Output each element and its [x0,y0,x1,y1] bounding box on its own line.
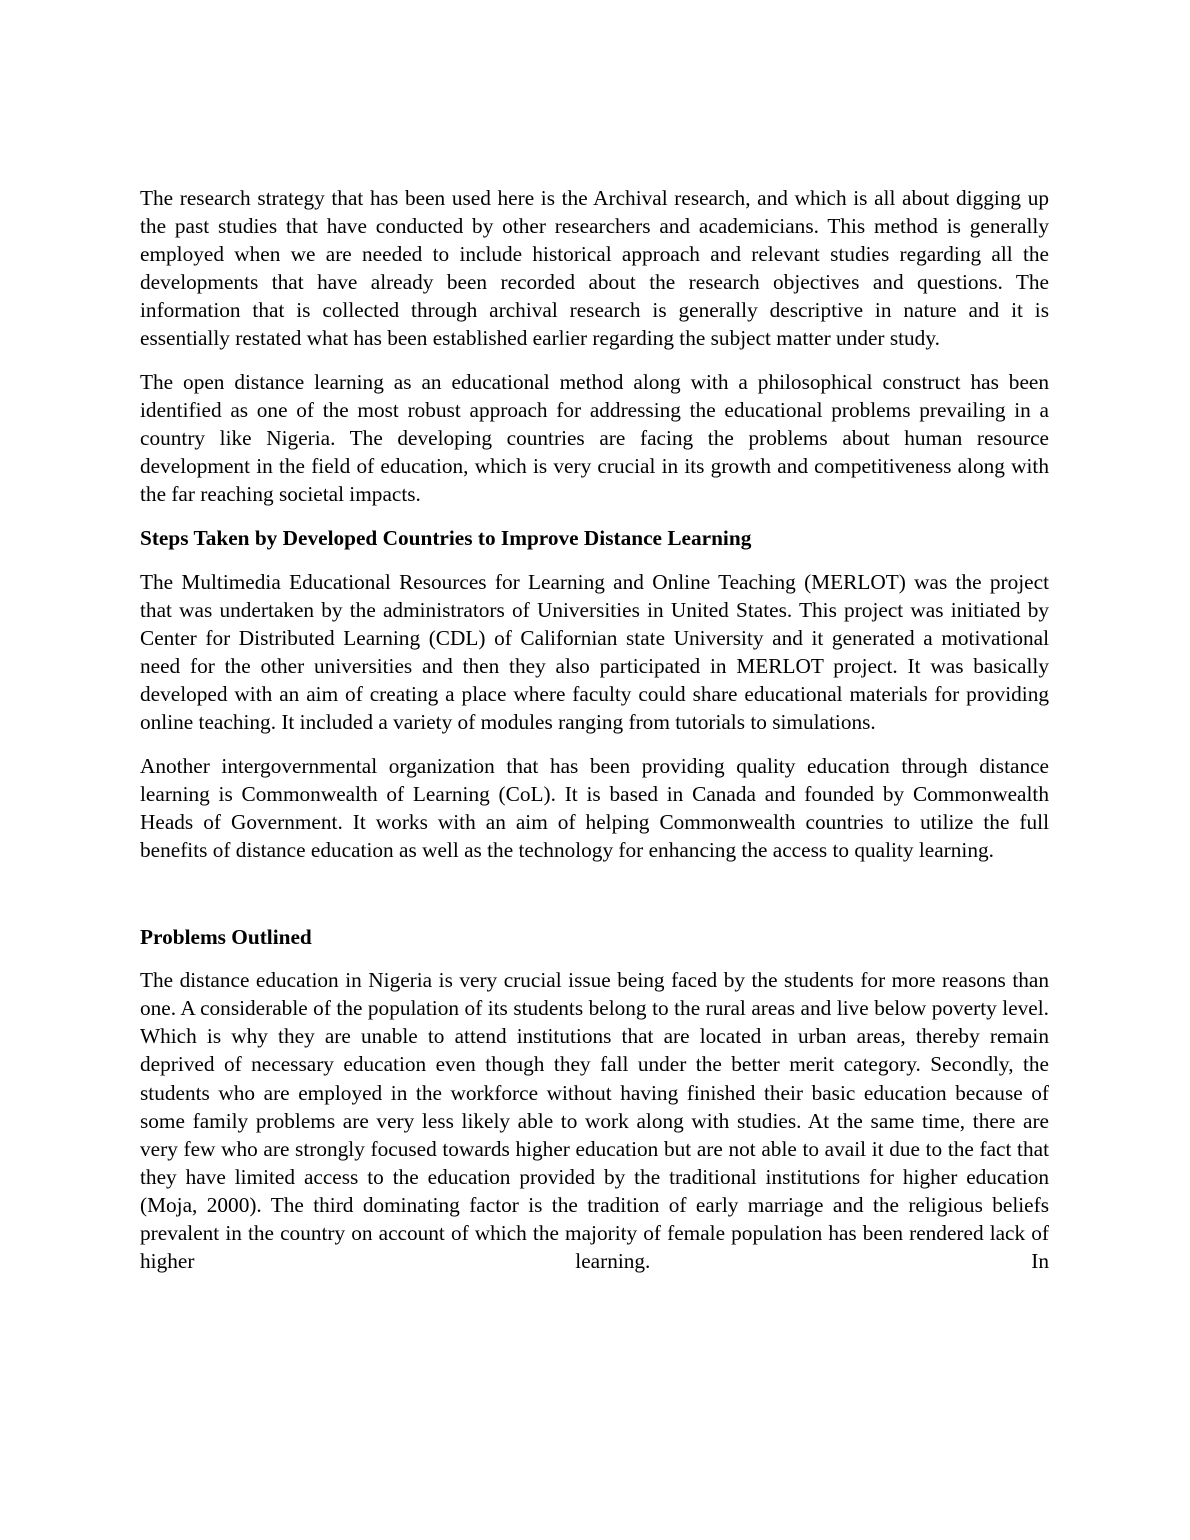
section-spacer [140,880,1049,923]
paragraph-archival-research: The research strategy that has been used here is the Archival research, and which is all about digging up the past studies that have conducted by other researchers and academicians. This method is generally employed when we are needed to include historical approach and relevant studies regarding all the developments that have already been recorded about the research objectives and questions. The information that is collected through archival research is generally descriptive in nature and it is essentially restated what has been established earlier regarding the subject matter under study. [140,186,1049,351]
document-page [140,184,1049,1291]
section-heading-problems-outlined: Problems Outlined [140,924,312,949]
section-heading-steps-taken: Steps Taken by Developed Countries to Improve Distance Learning [140,526,752,551]
paragraph-problems-nigeria: The distance education in Nigeria is very crucial issue being faced by the students for more reasons than one. A considerable of the population of its students belong to the rural areas and live below poverty level. Which is why they are unable to attend institutions that are located in urban areas, thereby remain deprived of necessary education even though they fall under the better merit category. Secondly, the students who are employed in the workforce without having finished their basic education because of some family problems are very less likely able to work along with studies. At the same time, there are very few who are strongly focused towards higher education but are not able to avail it due to the fact that they have limited access to the education provided by the traditional institutions for higher education (Moja, 2000). The third dominating factor is the tradition of early marriage and the religious beliefs prevalent in the country on account of which the majority of female population has been rendered lack of higher learning. In [140,968,1049,1274]
paragraph-open-distance-learning: The open distance learning as an educational method along with a philosophical construct has been identified as one of the most robust approach for addressing the educational problems prevailing in a country like Nigeria. The developing countries are facing the problems about human resource development in the field of education, which is very crucial in its growth and competitiveness along with the far reaching societal impacts. [140,370,1049,507]
paragraph-commonwealth-of-learning: Another intergovernmental organization that has been providing quality education through distance learning is Commonwealth of Learning (CoL). It is based in Canada and founded by Commonwealth Heads of Government. It works with an aim of helping Commonwealth countries to utilize the full benefits of distance education as well as the technology for enhancing the access to quality learning. [140,753,1049,862]
paragraph-merlot: The Multimedia Educational Resources for Learning and Online Teaching (MERLOT) was the project that was undertaken by the administrators of Universities in United States. This project was initiated by Center for Distributed Learning (CDL) of Californian state University and it generated a motivational need for the other universities and then they also participated in MERLOT project. It was basically developed with an aim of creating a place where faculty could share educational materials for providing online teaching. It included a variety of modules ranging from tutorials to simulations. [140,569,1049,735]
